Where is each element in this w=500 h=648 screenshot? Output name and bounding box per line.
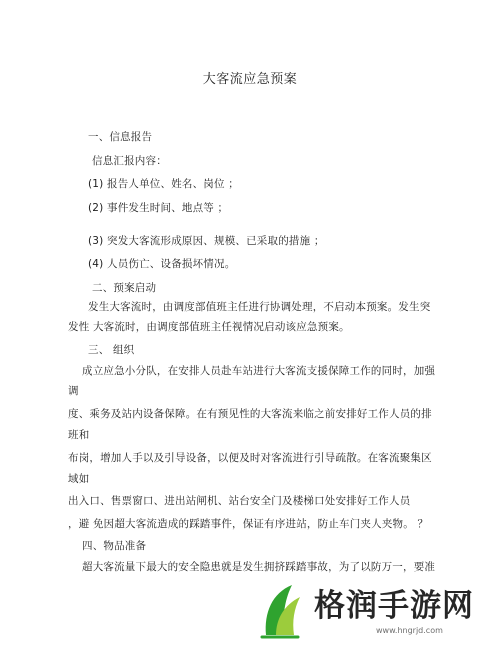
body-line: 班和: [68, 429, 90, 441]
body-line: 度、乘务及站内设备保障。在有预见性的大客流来临之前安排好工作人员的排: [68, 408, 432, 420]
section-heading-plan-start: 二、预案启动: [92, 282, 157, 294]
body-line: 调: [68, 385, 79, 397]
body-line: 信息汇报内容：: [92, 155, 167, 167]
body-line: 域如: [68, 473, 90, 485]
body-line: 超大客流量下最大的安全隐患就是发生拥挤踩踏事故，为了以防万一，要准: [82, 561, 436, 573]
body-line: ，避 免因超大客流造成的踩踏事件，保证有序进站，防止车门夹人夹物。 ？: [68, 518, 429, 530]
body-line: 布岗，增加人手以及引导设备，以便及时对客流进行引导疏散。在客流聚集区: [68, 452, 432, 464]
section-heading-organization: 三、 组织: [88, 344, 135, 356]
list-item: (2) 事件发生时间、地点等 ；: [88, 202, 229, 214]
list-item: (4) 人员伤亡、设备损坏情况。: [88, 258, 236, 270]
body-line: 发生大客流时，由调度部值班主任进行协调处理，不启动本预案。发生突: [88, 301, 431, 313]
watermark-url: www.hngrjd.com: [376, 626, 443, 635]
document-title: 大客流应急预案: [202, 72, 298, 87]
leaf-logo-icon: [258, 583, 306, 641]
body-line: 发性 大客流时，由调度部值班主任视情况启动该应急预案。: [68, 321, 350, 333]
watermark-brand: 格润手游网: [314, 588, 474, 624]
list-item: (1) 报告人单位、姓名、岗位 ；: [88, 178, 239, 190]
body-line: 成立应急小分队，在安排人员赴车站进行大客流支援保障工作的同时，加强: [82, 365, 436, 377]
list-item: (3) 突发大客流形成原因、规模、已采取的措施 ；: [88, 235, 325, 247]
body-line: 出入口、售票窗口、进出站闸机、站台安全门及楼梯口处安排好工作人员: [68, 495, 411, 507]
section-heading-supplies: 四、物品准备: [82, 540, 147, 552]
section-heading-info-report: 一、信息报告: [88, 131, 153, 143]
site-watermark: [258, 583, 500, 643]
